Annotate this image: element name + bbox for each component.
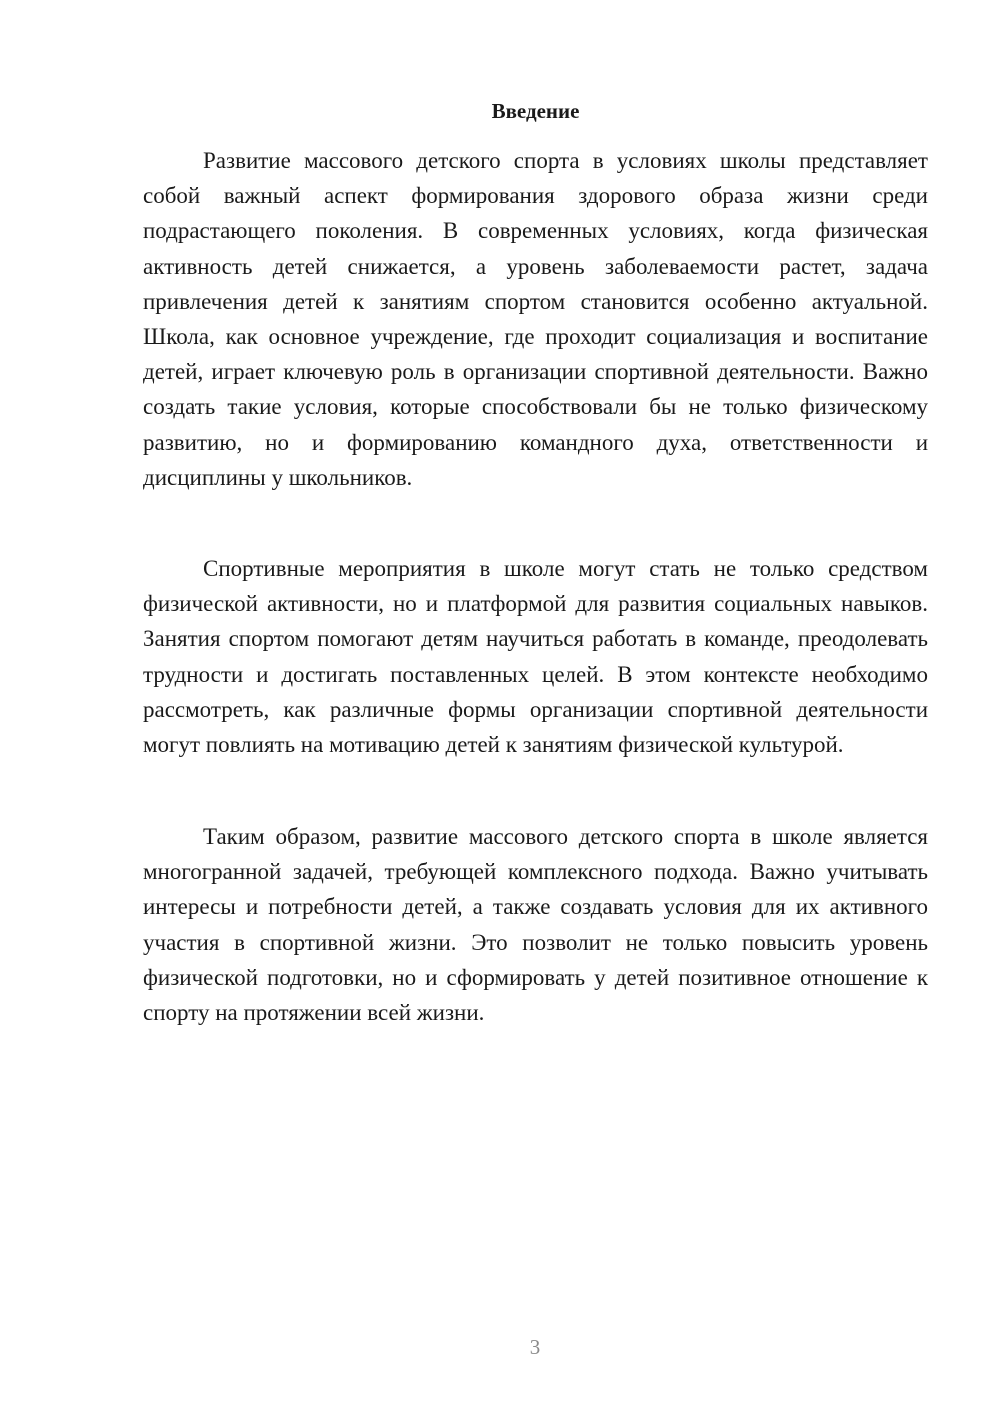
paragraph-2: Спортивные мероприятия в школе могут стать не только средством физической активности, но и платформой для развития социальных навыков. Занятия спортом помогают детям научиться работать в команде, преодолевать трудности и достигать поставленных целей. В этом контексте необходимо рассмотреть, как различные формы организации спортивной деятельности могут повлиять на мотивацию детей к занятиям физической культурой. <box>143 556 928 758</box>
paragraph-1: Развитие массового детского спорта в условиях школы представляет собой важный аспект формирования здорового образа жизни среди подрастающего поколения. В современных условиях, когда физическая активность детей снижается, а уровень заболеваемости растет, задача привлечения детей к занятиям спортом становится особенно актуальной. Школа, как основное учреждение, где проходит социализация и воспитание детей, играет ключевую роль в организации спортивной деятельности. Важно создать такие условия, которые способствовали бы не только физическому развитию, но и формированию командного духа, ответственности и дисциплины у школьников. <box>143 148 928 490</box>
page-number: 3 <box>529 1335 541 1359</box>
section-heading: Введение <box>491 99 580 123</box>
paragraph-3: Таким образом, развитие массового детского спорта в школе является многогранной задачей, требующей комплексного подхода. Важно учитывать интересы и потребности детей, а также создавать условия для их активного участия в спортивной жизни. Это позволит не только повысить уровень физической подготовки, но и сформировать у детей позитивное отношение к спорту на протяжении всей жизни. <box>143 824 928 1026</box>
